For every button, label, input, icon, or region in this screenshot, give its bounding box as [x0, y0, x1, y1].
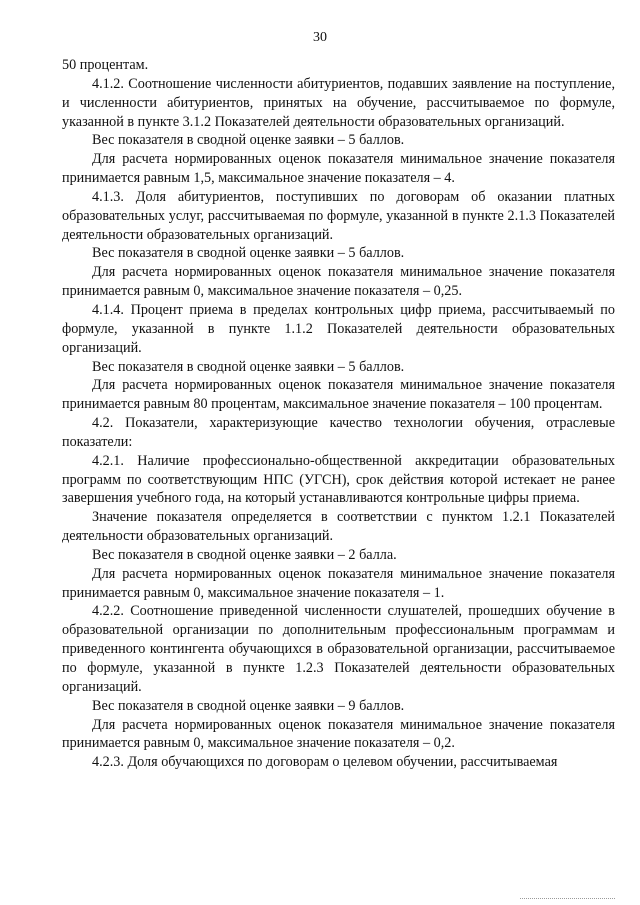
paragraph-4-1-2-weight: Вес показателя в сводной оценке заявки – 5 баллов.	[92, 132, 405, 149]
document-body	[62, 56, 615, 772]
paragraph-4-2-2-normalization: Для расчета нормированных оценок показателя минимальное значение показателя принимается равным 0, максимальное значение показателя – 0,2.	[62, 716, 615, 752]
paragraph-4-1-3: 4.1.3. Доля абитуриентов, поступивших по договорам об оказании платных образовательных услуг, рассчитываемая по формуле, указанной в пункте 2.1.3 Показателей деятельности образовательных организаций.	[62, 188, 615, 243]
paragraph-4-2-1: 4.2.1. Наличие профессионально-общественной аккредитации образовательных программ по соответствующим НПС (УГСН), срок действия которой истекает не ранее завершения учебного года, на который устанавливаются контрольные цифры приема.	[62, 452, 615, 507]
paragraph-4-1-3-normalization: Для расчета нормированных оценок показателя минимальное значение показателя принимается равным 0, максимальное значение показателя – 0,25.	[62, 264, 615, 300]
paragraph-continuation: 50 процентам.	[62, 57, 149, 73]
paragraph-4-1-4-normalization: Для расчета нормированных оценок показателя минимальное значение показателя принимается равным 80 процентам, максимальное значение показателя – 100 процентам.	[62, 377, 615, 413]
paragraph-4-2-2-weight: Вес показателя в сводной оценке заявки – 9 баллов.	[92, 697, 405, 714]
paragraph-4-2: 4.2. Показатели, характеризующие качество технологии обучения, отраслевые показатели:	[62, 415, 615, 450]
paragraph-4-2-1-normalization: Для расчета нормированных оценок показателя минимальное значение показателя принимается равным 0, максимальное значение показателя – 1.	[62, 565, 615, 601]
paragraph-4-1-2: 4.1.2. Соотношение численности абитуриентов, подавших заявление на поступление, и численности абитуриентов, принятых на обучение, рассчитываемое по формуле, указанной в пункте 3.1.2 Показателей деятельности образовательных организаций.	[62, 75, 615, 130]
paragraph-4-2-1-value: Значение показателя определяется в соответствии с пунктом 1.2.1 Показателей деятельности образовательных организаций.	[62, 509, 615, 545]
paragraph-4-2-1-weight: Вес показателя в сводной оценке заявки – 2 балла.	[92, 546, 397, 563]
paragraph-4-1-2-normalization: Для расчета нормированных оценок показателя минимальное значение показателя принимается равным 1,5, максимальное значение показателя – 4.	[62, 151, 615, 187]
paragraph-4-1-4-weight: Вес показателя в сводной оценке заявки – 5 баллов.	[92, 358, 405, 375]
paragraph-4-1-4: 4.1.4. Процент приема в пределах контрольных цифр приема, рассчитываемый по формуле, указанной в пункте 1.1.2 Показателей деятельности образовательных организаций.	[62, 301, 615, 356]
scan-footer-mark	[520, 896, 615, 899]
paragraph-4-2-3: 4.2.3. Доля обучающихся по договорам о целевом обучении, рассчитываемая	[92, 754, 558, 771]
paragraph-4-2-2: 4.2.2. Соотношение приведенной численности слушателей, прошедших обучение в образовательной организации по дополнительным профессиональным программам и приведенного контингента обучающихся в образовательной организации, рассчитываемое по формуле, указанной в пункте 1.2.3 Показателей деятельности образовательных организаций.	[62, 603, 615, 695]
page-number: 30	[313, 30, 327, 45]
paragraph-4-1-3-weight: Вес показателя в сводной оценке заявки – 5 баллов.	[92, 245, 405, 262]
